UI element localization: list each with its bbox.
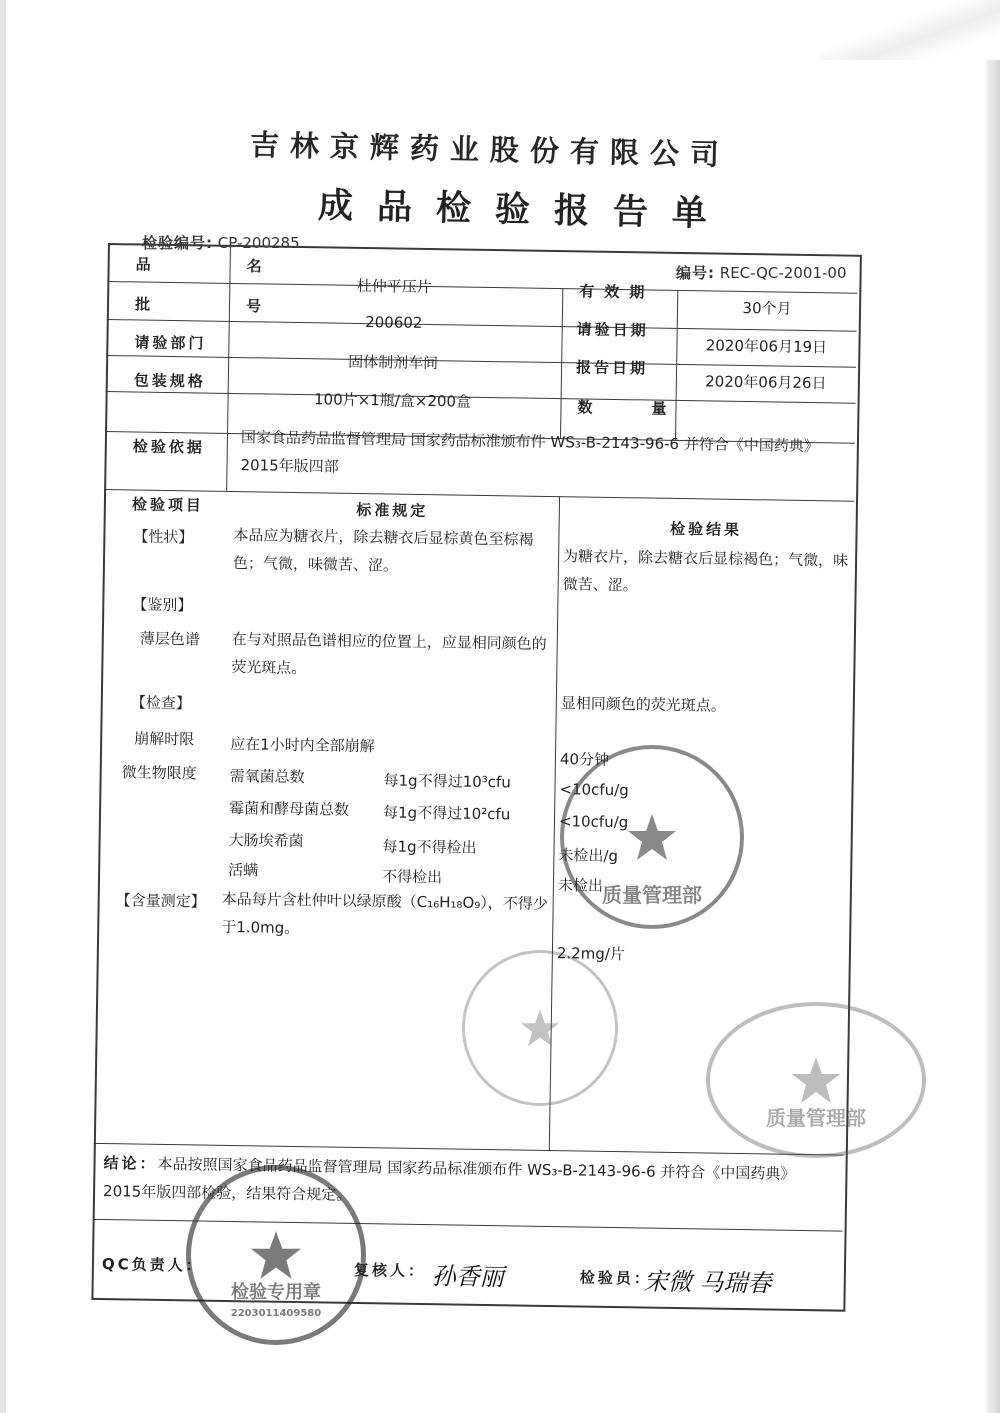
scan-edge-right (986, 0, 1000, 1413)
mite-standard: 不得检出 (381, 867, 443, 887)
stamp-text: 质量管理部 (602, 883, 702, 907)
qc-label: QC负责人： (101, 1255, 204, 1275)
disintegration-standard: 应在1小时内全部崩解 (230, 734, 375, 756)
aerobic-label: 需氧菌总数 (229, 766, 305, 787)
inspection-number-label: 检验编号: (142, 234, 213, 252)
assay-standard: 本品每片含杜仲叶以绿原酸（C₁₆H₁₈O₉），不得少于1.0mg。 (221, 889, 548, 938)
batch-label: 批 号 (134, 295, 284, 316)
star-icon (520, 1008, 560, 1048)
scan-edge-left (0, 0, 6, 1413)
validity-value: 30个月 (742, 298, 792, 318)
product-name-value: 杜仲平压片 (356, 276, 432, 297)
star-icon (627, 812, 677, 862)
form-number-value: REC-QC-2001-00 (719, 264, 847, 282)
quantity-label: 数 量 (577, 398, 689, 419)
mite-result: 未检出 (557, 876, 604, 895)
paper-fold (820, 0, 1000, 60)
request-date-label: 请验日期 (576, 320, 649, 340)
stamp-inspection-seal (186, 1165, 366, 1345)
reviewer-label: 复核人： (353, 1260, 427, 1281)
stamp-pharma-company (706, 1002, 926, 1158)
stamp-quality-dept-faint (462, 950, 618, 1106)
document-title: 成品检验报告单 (317, 185, 732, 235)
star-icon (791, 1055, 841, 1105)
items-header-label: 检验项目 (131, 495, 205, 515)
ecoli-standard: 每1g不得检出 (382, 837, 477, 857)
aerobic-standard: 每1g不得过10³cfu (383, 771, 511, 792)
batch-value: 200602 (365, 313, 423, 332)
department-label: 请验部门 (134, 333, 207, 353)
ecoli-label: 大肠埃希菌 (228, 830, 304, 851)
traits-label: 【性状】 (133, 527, 194, 547)
reviewer-signature: 孙香丽 (431, 1262, 505, 1292)
traits-result: 为糖衣片，除去糖衣后显棕褐色；气微，味微苦、涩。 (562, 547, 849, 595)
package-spec-label: 包装规格 (133, 371, 206, 391)
stamp-number: 2203011409580 (230, 1308, 322, 1319)
request-date-value: 2020年06月19日 (705, 336, 828, 357)
conclusion-text: 本品按照国家食品药品监督管理局 国家药品标准颁布件 WS₃-B-2143-96-6 并符合《中国药典》2015年版四部检验，结果符合规定。 (102, 1154, 796, 1204)
stamp-quality-dept (557, 745, 744, 929)
tlc-label: 薄层色谱 (139, 629, 200, 649)
validity-label: 有效期 (579, 282, 655, 302)
mold-yeast-result: <10cfu/g (558, 812, 629, 832)
result-header: 检验结果 (669, 519, 743, 539)
aerobic-result: <10cfu/g (559, 780, 629, 800)
traits-standard: 本品应为糖衣片，除去糖衣后显棕黄色至棕褐色；气微，味微苦、涩。 (232, 526, 534, 575)
disintegration-result: 40分钟 (559, 750, 610, 769)
stamp-text: 检验专用章 (231, 1282, 321, 1303)
mold-yeast-standard: 每1g不得过10²cfu (382, 803, 511, 824)
form-number-label: 编号: (676, 264, 715, 282)
company-name: 吉林京辉药业股份有限公司 (249, 127, 731, 172)
report-date-label: 报告日期 (575, 358, 649, 378)
ecoli-result: 未检出/g (558, 846, 619, 866)
product-name-label: 品 名 (135, 255, 284, 276)
disintegration-label: 崩解时限 (134, 729, 195, 749)
inspector-label: 检验员： (579, 1268, 652, 1288)
mold-yeast-label: 霉菌和酵母菌总数 (228, 798, 350, 819)
microbial-limit-label: 微生物限度 (121, 763, 197, 783)
stamp-text: 质量管理部 (766, 1106, 866, 1130)
assay-label: 【含量测定】 (115, 891, 206, 911)
inspection-number-value: CP-200285 (217, 234, 300, 252)
report-date-value: 2020年06月26日 (705, 372, 827, 393)
check-label: 【检查】 (130, 693, 191, 713)
report-sheet (91, 243, 859, 1310)
basis-label: 检验依据 (132, 437, 205, 457)
star-icon (250, 1229, 302, 1281)
inspector-signature: 宋微 马瑞春 (643, 1267, 772, 1298)
assay-result: 2.2mg/片 (556, 944, 626, 964)
package-spec-value: 100片×1瓶/盒×200盒 (313, 390, 472, 411)
mite-label: 活螨 (228, 860, 259, 880)
tlc-result: 显相同颜色的荧光斑点。 (560, 694, 726, 715)
tlc-standard: 在与对照品色谱相应的位置上，应显相同颜色的荧光斑点。 (231, 629, 547, 678)
standard-header: 标准规定 (356, 500, 429, 521)
identify-label: 【鉴别】 (132, 595, 193, 615)
department-value: 固体制剂车间 (348, 352, 439, 373)
basis-text: 国家食品药品监督管理局 国家药品标准颁布件 WS₃-B-2143-96-6 并符合《中国药典》2015年版四部 (240, 428, 819, 476)
conclusion-label: 结论： (103, 1154, 158, 1173)
